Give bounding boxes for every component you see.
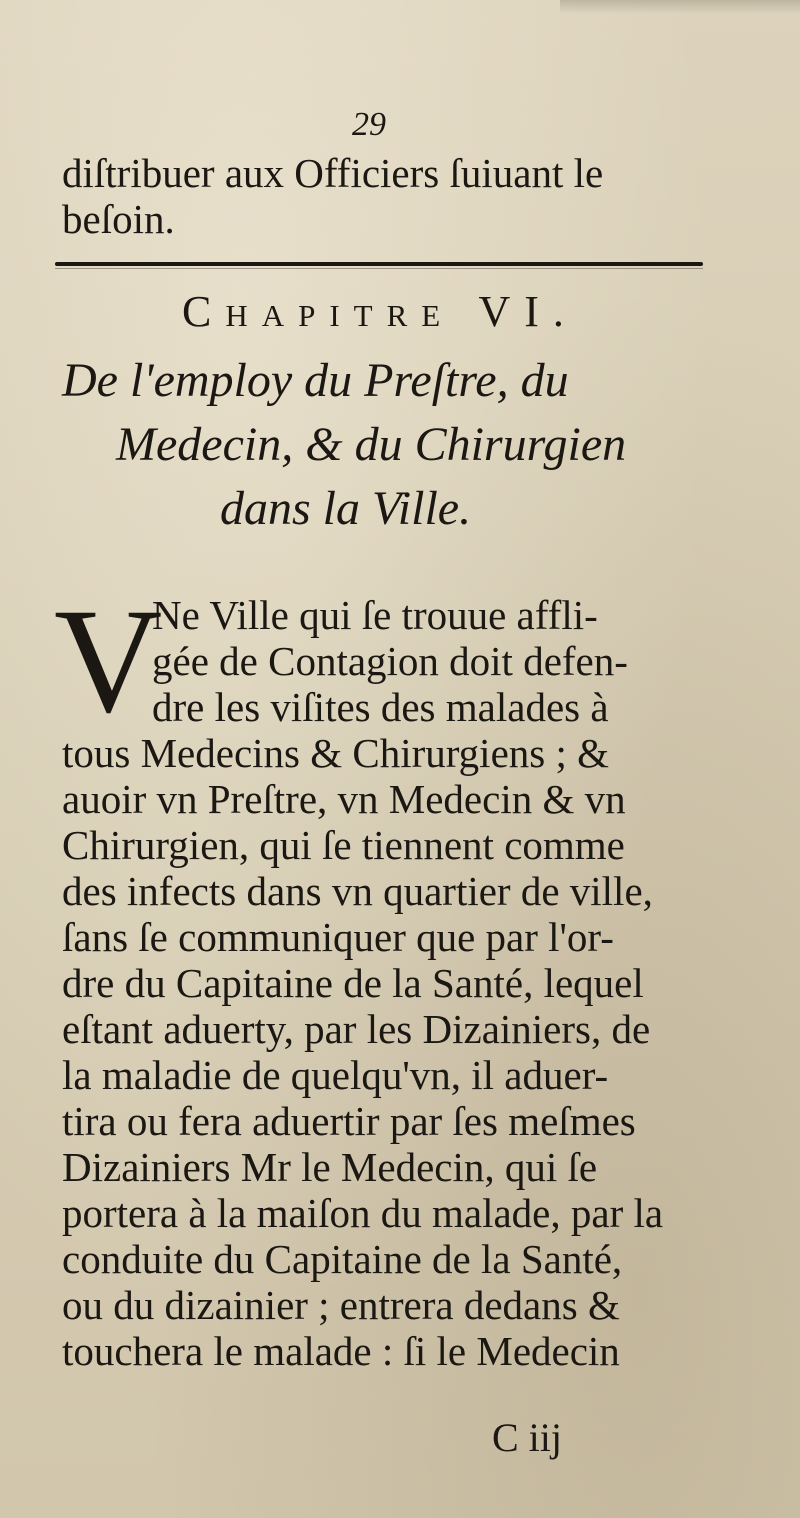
text-line: dre du Capitaine de la Santé, lequel: [62, 960, 644, 1006]
chapter-title-line: Medecin, & du Chirurgien: [116, 418, 627, 471]
text-line: gée de Contagion doit defen-: [152, 638, 628, 684]
text-line: Dizainiers Mr le Medecin, qui ſe: [62, 1144, 598, 1190]
drop-cap: V: [54, 578, 163, 744]
text-line: Ne Ville qui ſe trouue affli-: [152, 592, 598, 638]
page-number: 29: [352, 106, 386, 143]
section-divider: [55, 262, 703, 266]
text-line: Chirurgien, qui ſe tiennent comme: [62, 822, 625, 868]
chapter-heading: Chapitre VI.: [182, 287, 578, 336]
text-line: tous Medecins & Chirurgiens ; &: [62, 730, 610, 776]
text-line: ou du dizainier ; entrera dedans &: [62, 1282, 620, 1328]
text-line: diſtribuer aux Officiers ſuiuant le: [62, 150, 604, 196]
text-line: portera à la maiſon du malade, par la: [62, 1190, 664, 1236]
text-line: dre les viſites des malades à: [152, 684, 609, 730]
text-line: la maladie de quelqu'vn, il aduer-: [62, 1052, 609, 1098]
page-edge-shadow: [560, 0, 800, 14]
text-line: touchera le malade : ſi le Medecin: [62, 1328, 620, 1374]
text-line: ſans ſe communiquer que par l'or-: [62, 914, 614, 960]
text-line: tira ou fera aduertir par ſes meſmes: [62, 1098, 636, 1144]
chapter-title-line: dans la Ville.: [220, 482, 472, 535]
text-line: beſoin.: [62, 196, 175, 242]
text-line: eſtant aduerty, par les Dizainiers, de: [62, 1006, 651, 1052]
text-line: auoir vn Preſtre, vn Medecin & vn: [62, 776, 626, 822]
signature-mark: C iij: [492, 1415, 563, 1460]
chapter-title-line: De l'employ du Preſtre, du: [62, 354, 569, 407]
text-line: conduite du Capitaine de la Santé,: [62, 1236, 623, 1282]
text-line: des infects dans vn quartier de ville,: [62, 868, 653, 914]
